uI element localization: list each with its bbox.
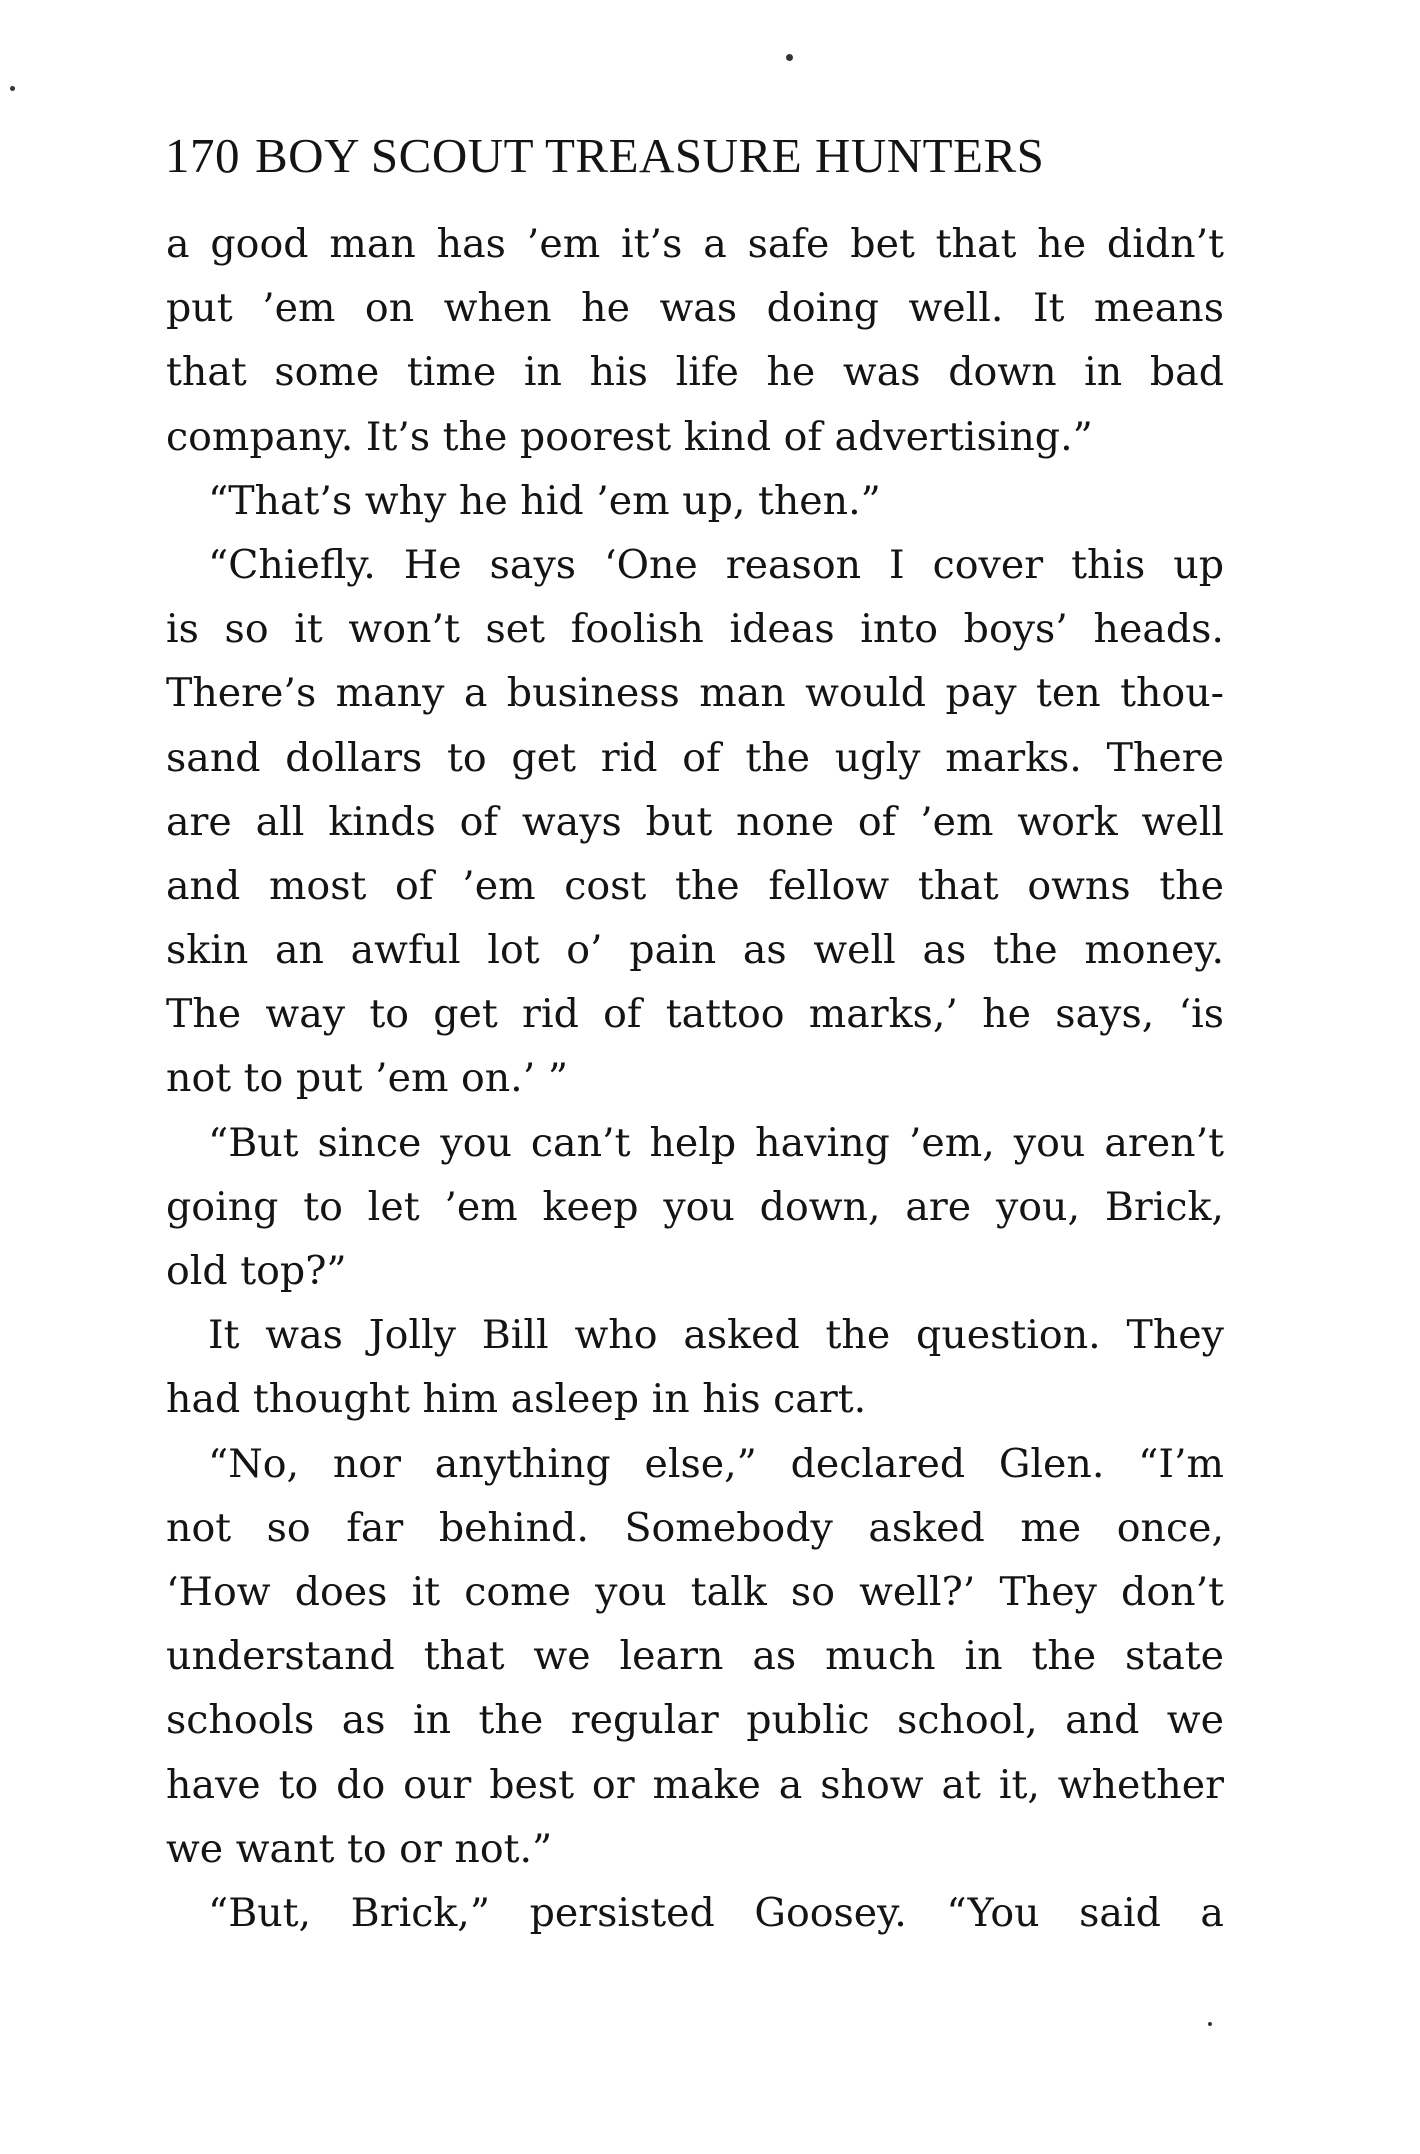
text-line: ‘How does it come you talk so well?’ They don’t — [166, 1568, 1224, 1615]
text-line: not so far behind. Somebody asked me once, — [166, 1504, 1224, 1551]
text-line: understand that we learn as much in the state — [166, 1633, 1224, 1680]
text-line: “No, nor anything else,” declared Glen. “I’m — [208, 1440, 1224, 1487]
text-line: schools as in the regular public school, and we — [166, 1697, 1224, 1744]
text-line: is so it won’t set foolish ideas into boys’ heads. — [166, 606, 1224, 653]
text-line: not to put ’em on.’ ” — [166, 1055, 569, 1102]
text-line: “But, Brick,” persisted Goosey. “You said a — [208, 1889, 1224, 1936]
text-line: “But since you can’t help having ’em, you aren’t — [208, 1119, 1224, 1166]
text-line: There’s many a business man would pay ten thou- — [166, 670, 1224, 717]
text-line: and most of ’em cost the fellow that owns the — [166, 862, 1224, 909]
text-line: going to let ’em keep you down, are you, Brick, — [166, 1183, 1224, 1230]
print-speck — [10, 86, 15, 91]
text-line: had thought him asleep in his cart. — [166, 1376, 867, 1423]
page-number: 170 — [165, 128, 240, 183]
text-line: skin an awful lot o’ pain as well as the money. — [166, 927, 1224, 974]
text-line: It was Jolly Bill who asked the question. They — [208, 1312, 1224, 1359]
text-line: we want to or not.” — [166, 1825, 553, 1872]
text-line: are all kinds of ways but none of ’em work well — [166, 798, 1224, 845]
text-line: old top?” — [166, 1248, 347, 1294]
text-line: sand dollars to get rid of the ugly marks. There — [166, 734, 1224, 781]
text-line: a good man has ’em it’s a safe bet that he didn’t — [166, 221, 1224, 267]
running-title: BOY SCOUT TREASURE HUNTERS — [255, 128, 1045, 183]
text-line: company. It’s the poorest kind of advertising.” — [166, 413, 1093, 460]
running-header — [165, 126, 1225, 186]
text-line: “That’s why he hid ’em up, then.” — [208, 477, 881, 524]
text-line: “Chiefly. He says ‘One reason I cover this up — [208, 541, 1224, 588]
text-line: The way to get rid of tattoo marks,’ he says, ‘is — [166, 991, 1224, 1038]
print-speck — [1208, 2022, 1212, 2026]
body-text — [166, 212, 1224, 1945]
print-speck — [786, 54, 793, 61]
text-line: put ’em on when he was doing well. It means — [166, 285, 1224, 332]
text-line: have to do our best or make a show at it, whether — [166, 1761, 1224, 1808]
text-line: that some time in his life he was down in bad — [166, 349, 1224, 396]
